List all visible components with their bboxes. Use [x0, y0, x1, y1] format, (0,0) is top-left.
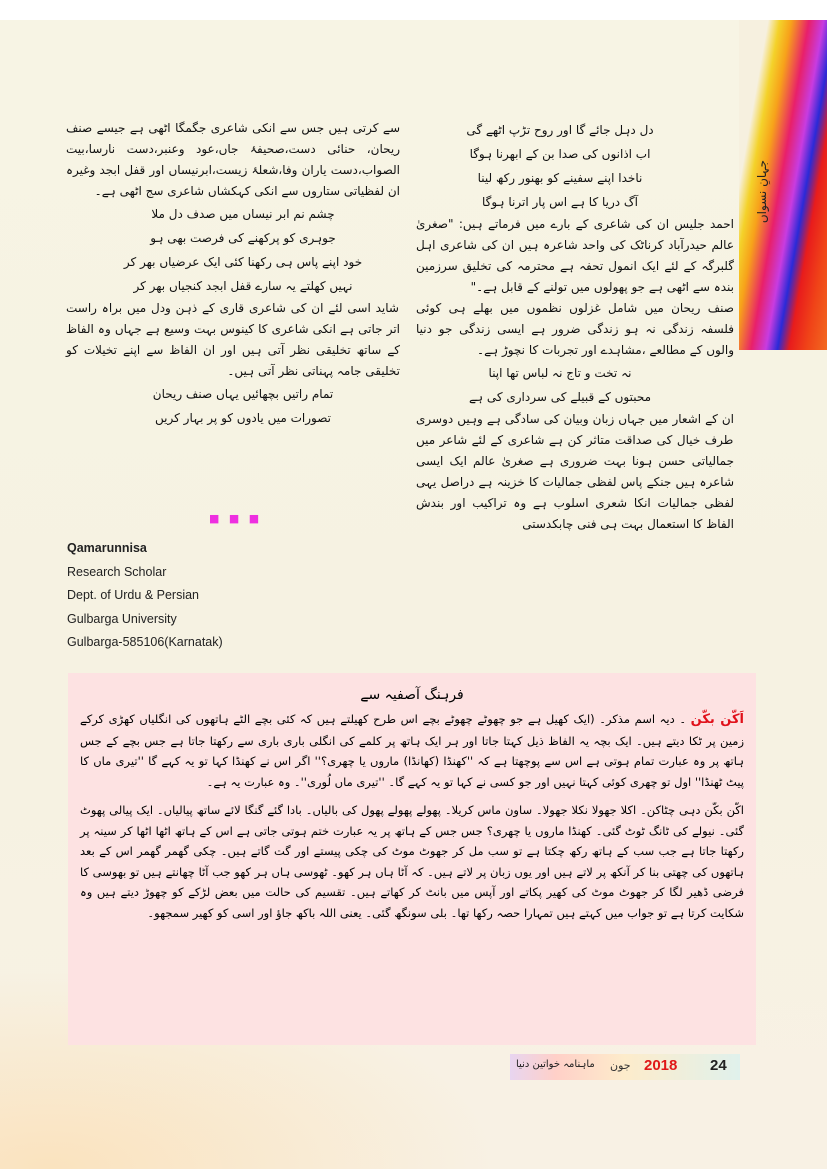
verse-2	[416, 361, 734, 409]
text-line: صنف ریحان میں شامل غزلوں نظموں میں بھلے ہی کوئی فلسفہ	[416, 301, 734, 336]
box-title: فرہنگ آصفیہ سے	[360, 687, 464, 703]
author-name: Qamarunnisa	[67, 541, 147, 555]
issue-month: جون	[610, 1059, 631, 1072]
verse-line: دل دہل جائے گا اور روح تڑپ اٹھے گی	[466, 123, 654, 137]
text-line: نظر آتی ہیں۔	[227, 364, 299, 378]
text-line: دوسری طرف خیال کی صداقت متاثر کن ہے شاعری کے لئے شاعر میں	[416, 412, 734, 447]
right-column	[416, 118, 734, 535]
verse-line: جوہری کو پرکھنے کی فرصت بھی ہو	[150, 231, 336, 245]
end-mark: ■ ■ ■	[209, 512, 263, 525]
author-address: Gulbarga-585106(Karnatak)	[67, 635, 223, 649]
text-line: شاعری اہل گلبرگہ کے لئے ایک انمول تحفہ ہے محترمہ کی	[416, 238, 734, 273]
verse-1	[416, 118, 734, 214]
verse-line: تصورات میں یادوں کو پر بہار کریں	[155, 411, 331, 425]
verse-2	[66, 382, 400, 430]
page-footer	[510, 1052, 750, 1082]
author-block	[67, 537, 223, 655]
paragraph	[416, 298, 734, 361]
paragraph	[416, 409, 734, 535]
paragraph	[66, 118, 400, 202]
section-label: جہانِ نسواں	[755, 160, 769, 224]
text-line: جمالیاتی حسن ہونا بہت ضروری ہے صغریٰ عالم ایک ایسی شاعرہ ہیں جنکے	[416, 454, 735, 489]
decorative-rainbow-ribbon	[739, 20, 827, 350]
box-paragraph: اکّن بکّن دہی چٹاکن۔ اکلا جھولا نکلا جھولا۔ ساون ماس کریلا۔ پھولے پھولے پھول کی بالیاں۔ بادا گئے گنگا لائے ساتھ پیالیاں۔ ایک پیالی پھوٹ گئی۔ نیولے کی ٹانگ ٹوٹ گئی۔ کھنڈا ماروں یا چھری؟ جس جس کے ہاتھ پر یہ عبارت ختم ہوتی جاتی ہے اس کے ہاتھ اٹھا اٹھا کر سینہ پر رکھتا جاتا ہے جب سب کے ہاتھ رکھ چکتا ہے تو سب مل کر جھوٹ موٹ کی چکی پیستے اور گت گاتے ہیں۔ چکی گھمر گھمر اس کے بعد ہاتھوں کی چھتی بنا کر آنکھ پر لاتے ہیں اور یوں زبان پر لاتے ہیں۔ کہ آٹا ہاں ہر کھو۔ ٹھوسی ہاں ہر کھو جب آٹا چھانتے ہیں تو بھوسی کا فرضی ڈھیر لگا کر جھوٹ موٹ کی کھیر پکاتے اور آپس میں بانٹ کر کھاتے ہیں۔ تقسیم کی حالت میں بعض لڑکے کو چھوڑ دیتے ہیں وہ شکایت کرتا ہے تو جواب میں کہتے ہیں تمہارا حصہ رکھا تھا۔ بلی سونگھ گئی۔ یعنی اللہ باکھ جاؤ اور اسی کو کھیر سمجھو۔	[80, 803, 744, 920]
verse-line: محبتوں کے قبیلے کی سرداری کی ہے	[468, 390, 652, 404]
text-line: "صغریٰ عالم حیدرآباد کرناٹک کی واحد شاعرہ ہیں ان کی	[416, 217, 734, 252]
glossary-box	[68, 673, 756, 1045]
text-line: زندگی نہ ہو زندگی ضرور ہے ایسی زندگی جو دنیا والوں کے مطالعے	[416, 322, 734, 357]
text-line: قابل ہے۔"	[470, 280, 523, 294]
verse-line: آگ دریا کا ہے اس پار اترنا ہوگا	[481, 195, 638, 209]
text-line: حنائی دست،صحیفۂ جاں،عود وعنبر،دست نارسا،بیت الصواب،دست یاران	[66, 142, 400, 177]
left-column	[66, 118, 400, 430]
verse-line: چشم نم ابر نیساں میں صدف دل ملا	[151, 207, 335, 221]
author-university: Gulbarga University	[67, 611, 177, 626]
issue-year: 2018	[644, 1057, 678, 1074]
author-department: Dept. of Urdu & Persian	[67, 588, 200, 602]
verse-line: نہ تخت و تاج نہ لباس تھا اپنا	[488, 366, 632, 380]
term-highlight: اَکّن بکّن	[690, 712, 744, 727]
text-line: ،مشاہدے اور تجربات کا نچوڑ ہے۔	[477, 343, 646, 357]
text-line: ساتھ تخلیقی نظر آتی ہیں اور ان الفاظ سے اپنے تخیلات کو تخلیقی جامہ پہناتی	[66, 343, 400, 378]
text-line: ان کے اشعار میں جہاں زبان وبیان کی سادگی ہے وہیں	[457, 412, 734, 426]
author-title: Research Scholar	[67, 564, 167, 579]
text-line: اسلوب ہے وہ تراکیب اور بندش الفاظ کا استعمال بہت ہی فنی چابکدستی	[416, 496, 734, 531]
text-line: تخلیق سرزمین بندہ سے اٹھی ہے جو پھولوں میں تولنے کے	[416, 259, 734, 294]
text-line: سے کرتی ہیں جس سے انکی شاعری جگمگا اٹھی ہے جیسے صنف ریحان،	[66, 121, 400, 156]
verse-line: اب اذانوں کی صدا بن کے ابھرنا ہوگا	[469, 147, 651, 161]
text-line: احمد جلیس ان کی شاعری کے بارے میں فرماتے ہیں:	[458, 217, 734, 231]
text-line: اتر جاتی ہے انکی شاعری کا کینوس بہت وسیع ہے جہاں وہ الفاظ کے	[66, 322, 400, 357]
term-definition: ۔ دیہ اسم مذکر۔ (ایک کھیل ہے جو چھوٹے چھوٹے بچے اس طرح کھیلتے ہیں کہ کئی بچے الٹے ہاتھوں کی انگلیاں کھڑی کرکے زمین پر ٹکا دیتے ہیں۔ ایک بچہ یہ الفاظ ذیل کہتا جاتا اور ہر ایک ہاتھ پر کلمے کی انگلی باری باری سے رکھتا جاتا ہے جس بچے کے جس ہاتھ پر وہ عبارت تمام ہوتی ہے اس سے پوچھتا ہے کہ ''کھنڈا (کھانڈا) ماروں یا چھری؟'' اگر اس نے کھنڈا کہا تو یہ کہے گا ''تیری ماں کا پیٹ ٹھنڈا'' اول تو چھری کوئی کہتا نہیں اور جو کسی نے کہا تو یہ کہے گا۔ ''تیری ماں لُوری''۔ وہ عبارت یہ ہے۔	[80, 712, 744, 789]
verse-line: نہیں کھلتے یہ سارے قفل ابجد کنجیاں بھر کر	[133, 279, 353, 293]
page-number: 24	[710, 1057, 727, 1074]
text-line: کہکشاں شاعری سج اٹھی ہے۔	[94, 184, 251, 198]
text-line: پاس لفظی جمالیات کا خزینہ ہے دراصل یہی لفظی جمالیات انکا شعری	[416, 475, 734, 510]
verse-line: ناخدا اپنے سفینے کو بھنور رکھ لینا	[477, 171, 643, 185]
paragraph	[66, 298, 400, 382]
verse-1	[66, 202, 400, 298]
verse-line: تمام راتیں بچھائیں یہاں صنف ریحان	[152, 387, 334, 401]
magazine-name: ماہنامہ خواتین دنیا	[516, 1059, 595, 1070]
text-line: شاید اسی لئے ان کی شاعری قاری کے ذہن ودل میں براہ راست	[66, 301, 399, 315]
text-line: وفا،شعلۂ زیست،ابرنیساں اور قفل ابجد وغیرہ ان لفظیاتی ستاروں سے انکی	[66, 163, 400, 198]
box-paragraph	[80, 709, 744, 792]
paragraph	[416, 214, 734, 298]
verse-line: خود اپنے پاس ہی رکھنا کئی ایک عرضیاں بھر کر	[123, 255, 363, 269]
